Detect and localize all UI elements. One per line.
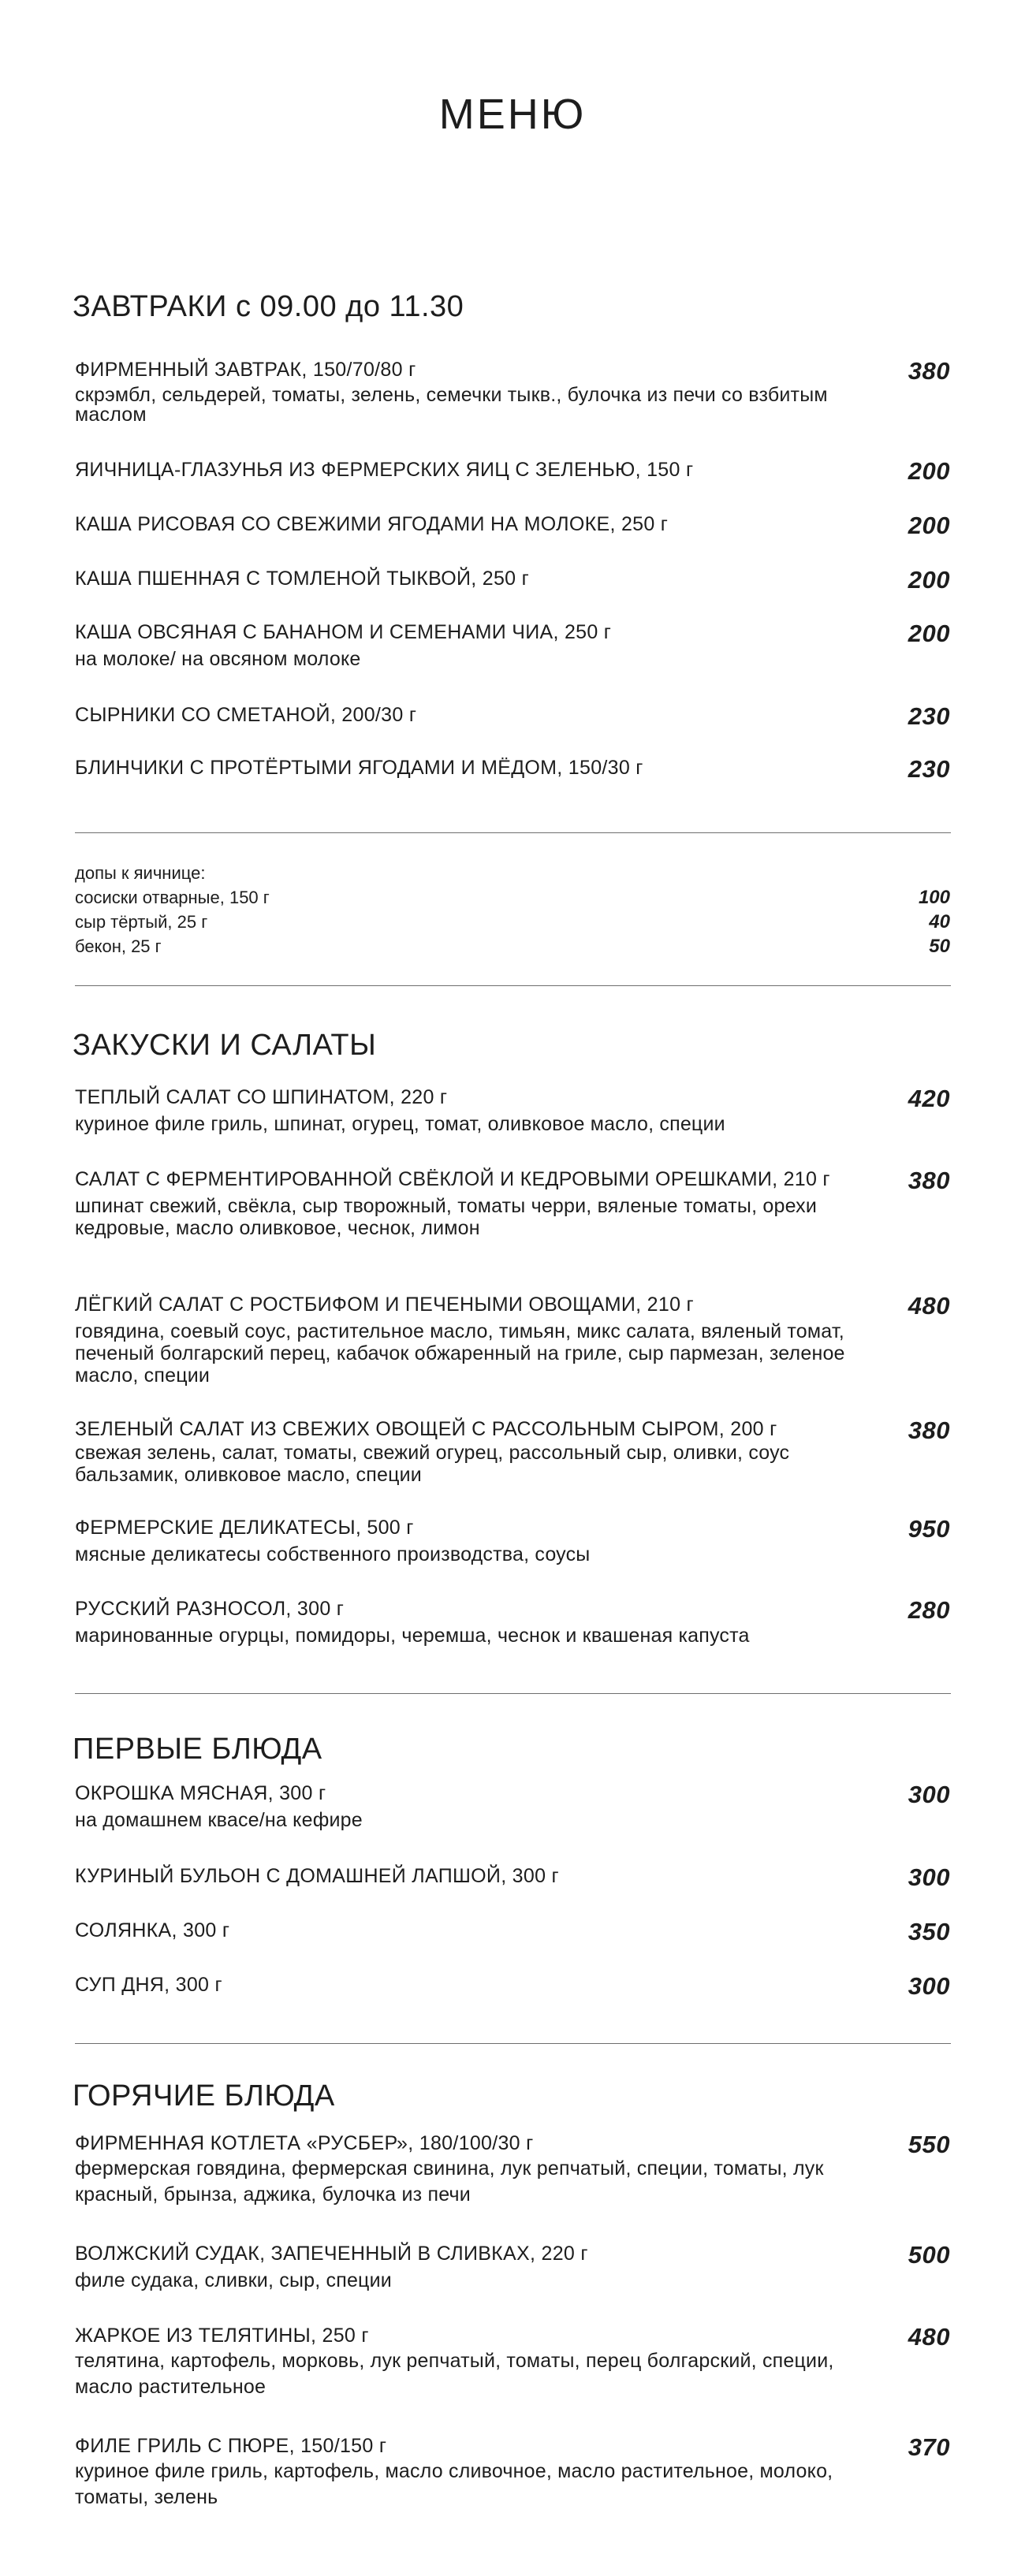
item-name: СЫРНИКИ СО СМЕТАНОЙ, 200/30 г: [75, 704, 417, 726]
item-price: 380: [908, 1167, 950, 1194]
item-price: 480: [908, 1292, 950, 1320]
extras-item-price: 100: [918, 887, 950, 908]
divider: [75, 2043, 951, 2044]
item-name: ФИРМЕННЫЙ ЗАВТРАК, 150/70/80 г: [75, 359, 416, 381]
section-title-breakfast: ЗАВТРАКИ с 09.00 до 11.30: [73, 290, 464, 323]
item-description: куриное филе гриль, шпинат, огурец, томат, оливковое масло, специи: [75, 1113, 725, 1135]
divider: [75, 1693, 951, 1694]
menu-item: [75, 1918, 950, 1945]
item-price: 370: [908, 2433, 950, 2461]
menu-item: [75, 2435, 950, 2511]
page-title: МЕНЮ: [438, 91, 587, 138]
item-price: 950: [908, 1515, 950, 1543]
menu-item: [75, 1086, 950, 1135]
item-description: куриное филе гриль, картофель, масло сливочное, масло растительное, молоко, томаты, зелень: [75, 2460, 833, 2508]
menu-item: [75, 755, 950, 783]
extras-block: [75, 861, 950, 959]
divider: [75, 985, 951, 986]
item-name: КУРИНЫЙ БУЛЬОН С ДОМАШНЕЙ ЛАПШОЙ, 300 г: [75, 1865, 559, 1887]
item-name: ЛЁГКИЙ САЛАТ С РОСТБИФОМ И ПЕЧЕНЫМИ ОВОЩАМИ, 210 г: [75, 1294, 694, 1316]
section-title-soups: ПЕРВЫЕ БЛЮДА: [73, 1733, 322, 1766]
menu-item: [75, 702, 950, 730]
menu-item: [75, 1517, 950, 1565]
item-description: свежая зелень, салат, томаты, свежий огурец, рассольный сыр, оливки, соус бальзамик, оливковое масло, специи: [75, 1442, 790, 1486]
menu-item: [75, 1863, 950, 1891]
item-description: телятина, картофель, морковь, лук репчатый, томаты, перец болгарский, специи, масло растительное: [75, 2350, 834, 2398]
extras-item: [75, 934, 950, 959]
item-price: 420: [908, 1085, 950, 1112]
item-name: САЛАТ С ФЕРМЕНТИРОВАННОЙ СВЁКЛОЙ И КЕДРОВЫМИ ОРЕШКАМИ, 210 г: [75, 1168, 830, 1190]
menu-item: [75, 2325, 950, 2400]
item-name: ВОЛЖСКИЙ СУДАК, ЗАПЕЧЕННЫЙ В СЛИВКАХ, 220 г: [75, 2243, 588, 2265]
item-price: 200: [908, 457, 950, 485]
menu-item: [75, 2243, 950, 2291]
menu-item: [75, 359, 950, 425]
item-price: 230: [908, 755, 950, 783]
item-price: 380: [908, 1416, 950, 1444]
item-name: КАША РИСОВАЯ СО СВЕЖИМИ ЯГОДАМИ НА МОЛОКЕ, 250 г: [75, 513, 669, 535]
menu-item: [75, 1294, 950, 1387]
extras-item-name: бекон, 25 г: [75, 936, 162, 956]
item-price: 300: [908, 1972, 950, 2000]
item-description: филе судака, сливки, сыр, специи: [75, 2269, 392, 2291]
item-name: СОЛЯНКА, 300 г: [75, 1919, 230, 1941]
item-price: 230: [908, 702, 950, 730]
menu-item: [75, 1418, 950, 1486]
item-price: 480: [908, 2323, 950, 2351]
extras-item-price: 50: [929, 936, 950, 957]
item-description: на домашнем квасе/на кефире: [75, 1809, 363, 1831]
divider: [75, 832, 951, 833]
item-name: ФЕРМЕРСКИЕ ДЕЛИКАТЕСЫ, 500 г: [75, 1517, 414, 1539]
item-price: 200: [908, 566, 950, 594]
item-name: ТЕПЛЫЙ САЛАТ СО ШПИНАТОМ, 220 г: [75, 1086, 448, 1108]
extras-item-price: 40: [929, 911, 950, 932]
item-description: говядина, соевый соус, растительное масло, тимьян, микс салата, вяленый томат, печеный болгарский перец, кабачок обжаренный на гриле, сыр пармезан, зеленое масло, специи: [75, 1320, 845, 1387]
item-description: мясные деликатесы собственного производства, соусы: [75, 1543, 591, 1565]
extras-item: [75, 910, 950, 934]
item-name: ЯИЧНИЦА-ГЛАЗУНЬЯ ИЗ ФЕРМЕРСКИХ ЯИЦ С ЗЕЛЕНЬЮ, 150 г: [75, 459, 694, 481]
menu-item: [75, 512, 950, 539]
item-price: 200: [908, 620, 950, 647]
menu-item: [75, 566, 950, 594]
item-price: 500: [908, 2241, 950, 2269]
item-name: РУССКИЙ РАЗНОСОЛ, 300 г: [75, 1598, 345, 1620]
menu-item: [75, 1782, 950, 1831]
menu-item: [75, 1168, 950, 1239]
item-name: КАША ОВСЯНАЯ С БАНАНОМ И СЕМЕНАМИ ЧИА, 250 г: [75, 621, 612, 643]
item-price: 280: [908, 1596, 950, 1624]
menu-item: [75, 457, 950, 485]
menu-item: [75, 621, 950, 670]
menu-item: [75, 2132, 950, 2208]
item-price: 380: [908, 357, 950, 385]
item-name: ЖАРКОЕ ИЗ ТЕЛЯТИНЫ, 250 г: [75, 2325, 369, 2347]
item-name: ЗЕЛЕНЫЙ САЛАТ ИЗ СВЕЖИХ ОВОЩЕЙ С РАССОЛЬНЫМ СЫРОМ, 200 г: [75, 1418, 777, 1440]
extras-item: [75, 885, 950, 910]
extras-title: допы к яичнице:: [75, 863, 206, 883]
item-name: ФИЛЕ ГРИЛЬ С ПЮРЕ, 150/150 г: [75, 2435, 387, 2457]
item-description: на молоке/ на овсяном молоке: [75, 648, 361, 670]
extras-item-name: сыр тёртый, 25 г: [75, 912, 208, 932]
item-price: 350: [908, 1918, 950, 1945]
item-name: КАША ПШЕННАЯ С ТОМЛЕНОЙ ТЫКВОЙ, 250 г: [75, 568, 530, 590]
item-name: ОКРОШКА МЯСНАЯ, 300 г: [75, 1782, 326, 1804]
item-price: 200: [908, 512, 950, 539]
item-name: СУП ДНЯ, 300 г: [75, 1974, 222, 1996]
item-name: БЛИНЧИКИ С ПРОТЁРТЫМИ ЯГОДАМИ И МЁДОМ, 150/30 г: [75, 757, 643, 779]
section-title-salads: ЗАКУСКИ И САЛАТЫ: [73, 1029, 377, 1062]
item-name: ФИРМЕННАЯ КОТЛЕТА «РУСБЕР», 180/100/30 г: [75, 2132, 534, 2154]
item-price: 300: [908, 1863, 950, 1891]
extras-item-name: сосиски отварные, 150 г: [75, 888, 270, 907]
section-title-hot-dishes: ГОРЯЧИЕ БЛЮДА: [73, 2079, 335, 2113]
item-price: 550: [908, 2131, 950, 2158]
item-description: скрэмбл, сельдерей, томаты, зелень, семечки тыкв., булочка из печи со взбитым маслом: [75, 384, 828, 426]
item-price: 300: [908, 1781, 950, 1808]
item-description: фермерская говядина, фермерская свинина, лук репчатый, специи, томаты, лук красный, брынза, аджика, булочка из печи: [75, 2157, 824, 2206]
item-description: шпинат свежий, свёкла, сыр творожный, томаты черри, вяленые томаты, орехи кедровые, масло оливковое, чеснок, лимон: [75, 1195, 818, 1239]
item-description: маринованные огурцы, помидоры, черемша, чеснок и квашеная капуста: [75, 1625, 750, 1647]
menu-item: [75, 1598, 950, 1647]
menu-item: [75, 1972, 950, 2000]
